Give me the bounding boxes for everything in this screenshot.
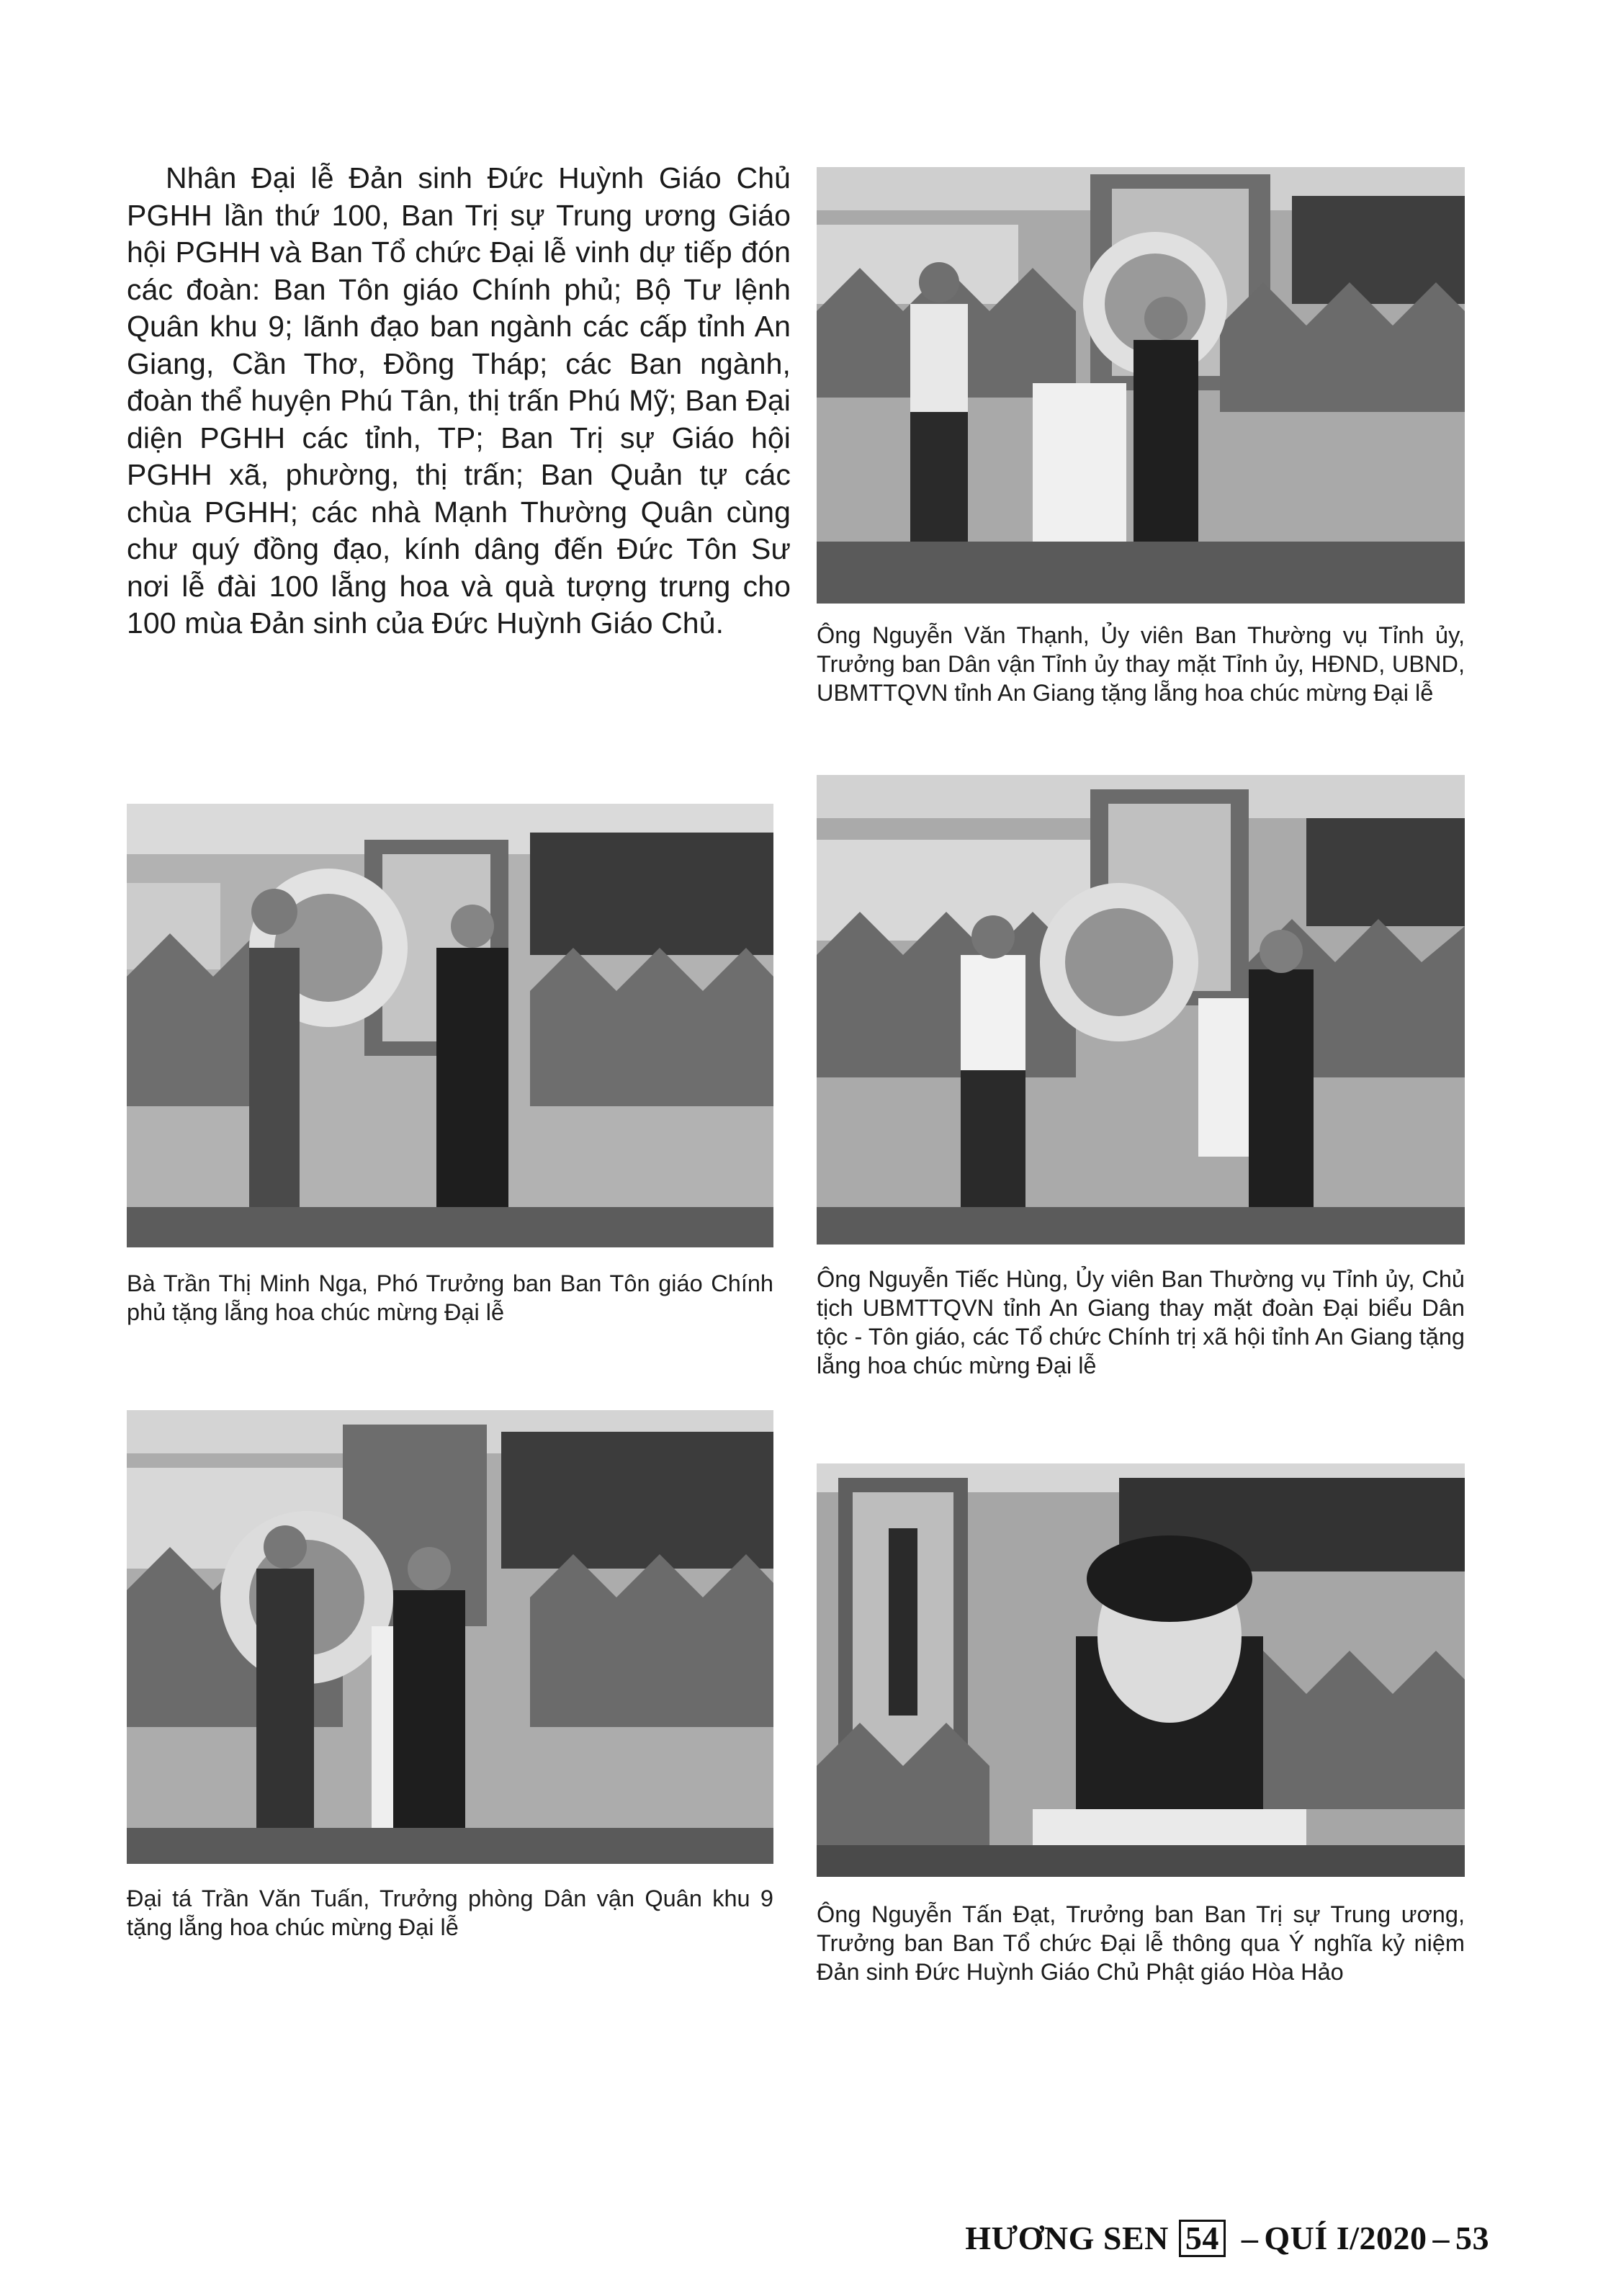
issue-number: 54 xyxy=(1179,2220,1226,2257)
photo-1-caption: Ông Nguyễn Văn Thạnh, Ủy viên Ban Thường vụ Tỉnh ủy, Trưởng ban Dân vận Tỉnh ủy thay mặt Tỉnh ủy, HĐND, UBND, UBMTTQVN tỉnh An Giang tặng lẵng hoa chúc mừng Đại lễ xyxy=(817,622,1465,706)
photo-2-caption: Bà Trần Thị Minh Nga, Phó Trưởng ban Ban Tôn giáo Chính phủ tặng lẵng hoa chúc mừng Đại lễ xyxy=(127,1270,773,1325)
magazine-title: HƯƠNG SEN xyxy=(965,2220,1169,2256)
issue-quarter: QUÍ I/2020 xyxy=(1264,2220,1427,2256)
photo-5-caption: Ông Nguyễn Tấn Đạt, Trưởng ban Ban Trị sự Trung ương, Trưởng ban Ban Tổ chức Đại lễ thông qua Ý nghĩa kỷ niệm Đản sinh Đức Huỳnh Giáo Chủ Phật giáo Hòa Hảo xyxy=(817,1901,1465,1985)
page-footer xyxy=(965,2219,1489,2257)
photo-3-caption: Ông Nguyễn Tiếc Hùng, Ủy viên Ban Thường vụ Tỉnh ủy, Chủ tịch UBMTTQVN tỉnh An Giang thay mặt đoàn Đại biểu Dân tộc - Tôn giáo, các Tổ chức Chính trị xã hội tỉnh An Giang tặng lẵng hoa chúc mừng Đại lễ xyxy=(817,1266,1465,1378)
photo-4-caption: Đại tá Trần Văn Tuấn, Trưởng phòng Dân vận Quân khu 9 tặng lẵng hoa chúc mừng Đại lễ xyxy=(127,1885,773,1940)
intro-paragraph: Nhân Đại lễ Đản sinh Đức Huỳnh Giáo Chủ PGHH lần thứ 100, Ban Trị sự Trung ương Giáo hội PGHH và Ban Tổ chức Đại lễ vinh dự tiếp đón các đoàn: Ban Tôn giáo Chính phủ; Bộ Tư lệnh Quân khu 9; lãnh đạo ban ngành các cấp tỉnh An Giang, Cần Thơ, Đồng Tháp; các Ban ngành, đoàn thể huyện Phú Tân, thị trấn Phú Mỹ; Ban Đại diện PGHH các tỉnh, TP; Ban Trị sự Giáo hội PGHH xã, phường, thị trấn; Ban Quản tự các chùa PGHH; các nhà Mạnh Thường Quân cùng chư quý đồng đạo, kính dâng đến Đức Tôn Sư nơi lễ đài 100 lẵng hoa và quà tượng trưng cho 100 mùa Đản sinh của Đức Huỳnh Giáo Chủ. xyxy=(127,161,791,640)
footer-separator: – xyxy=(1241,2220,1259,2256)
photo-1 xyxy=(817,167,1465,604)
page-number: 53 xyxy=(1455,2220,1489,2256)
footer-separator: – xyxy=(1432,2220,1450,2256)
photo-5 xyxy=(817,1463,1465,1877)
photo-2 xyxy=(127,804,773,1247)
photo-3 xyxy=(817,775,1465,1245)
photo-4 xyxy=(127,1410,773,1864)
